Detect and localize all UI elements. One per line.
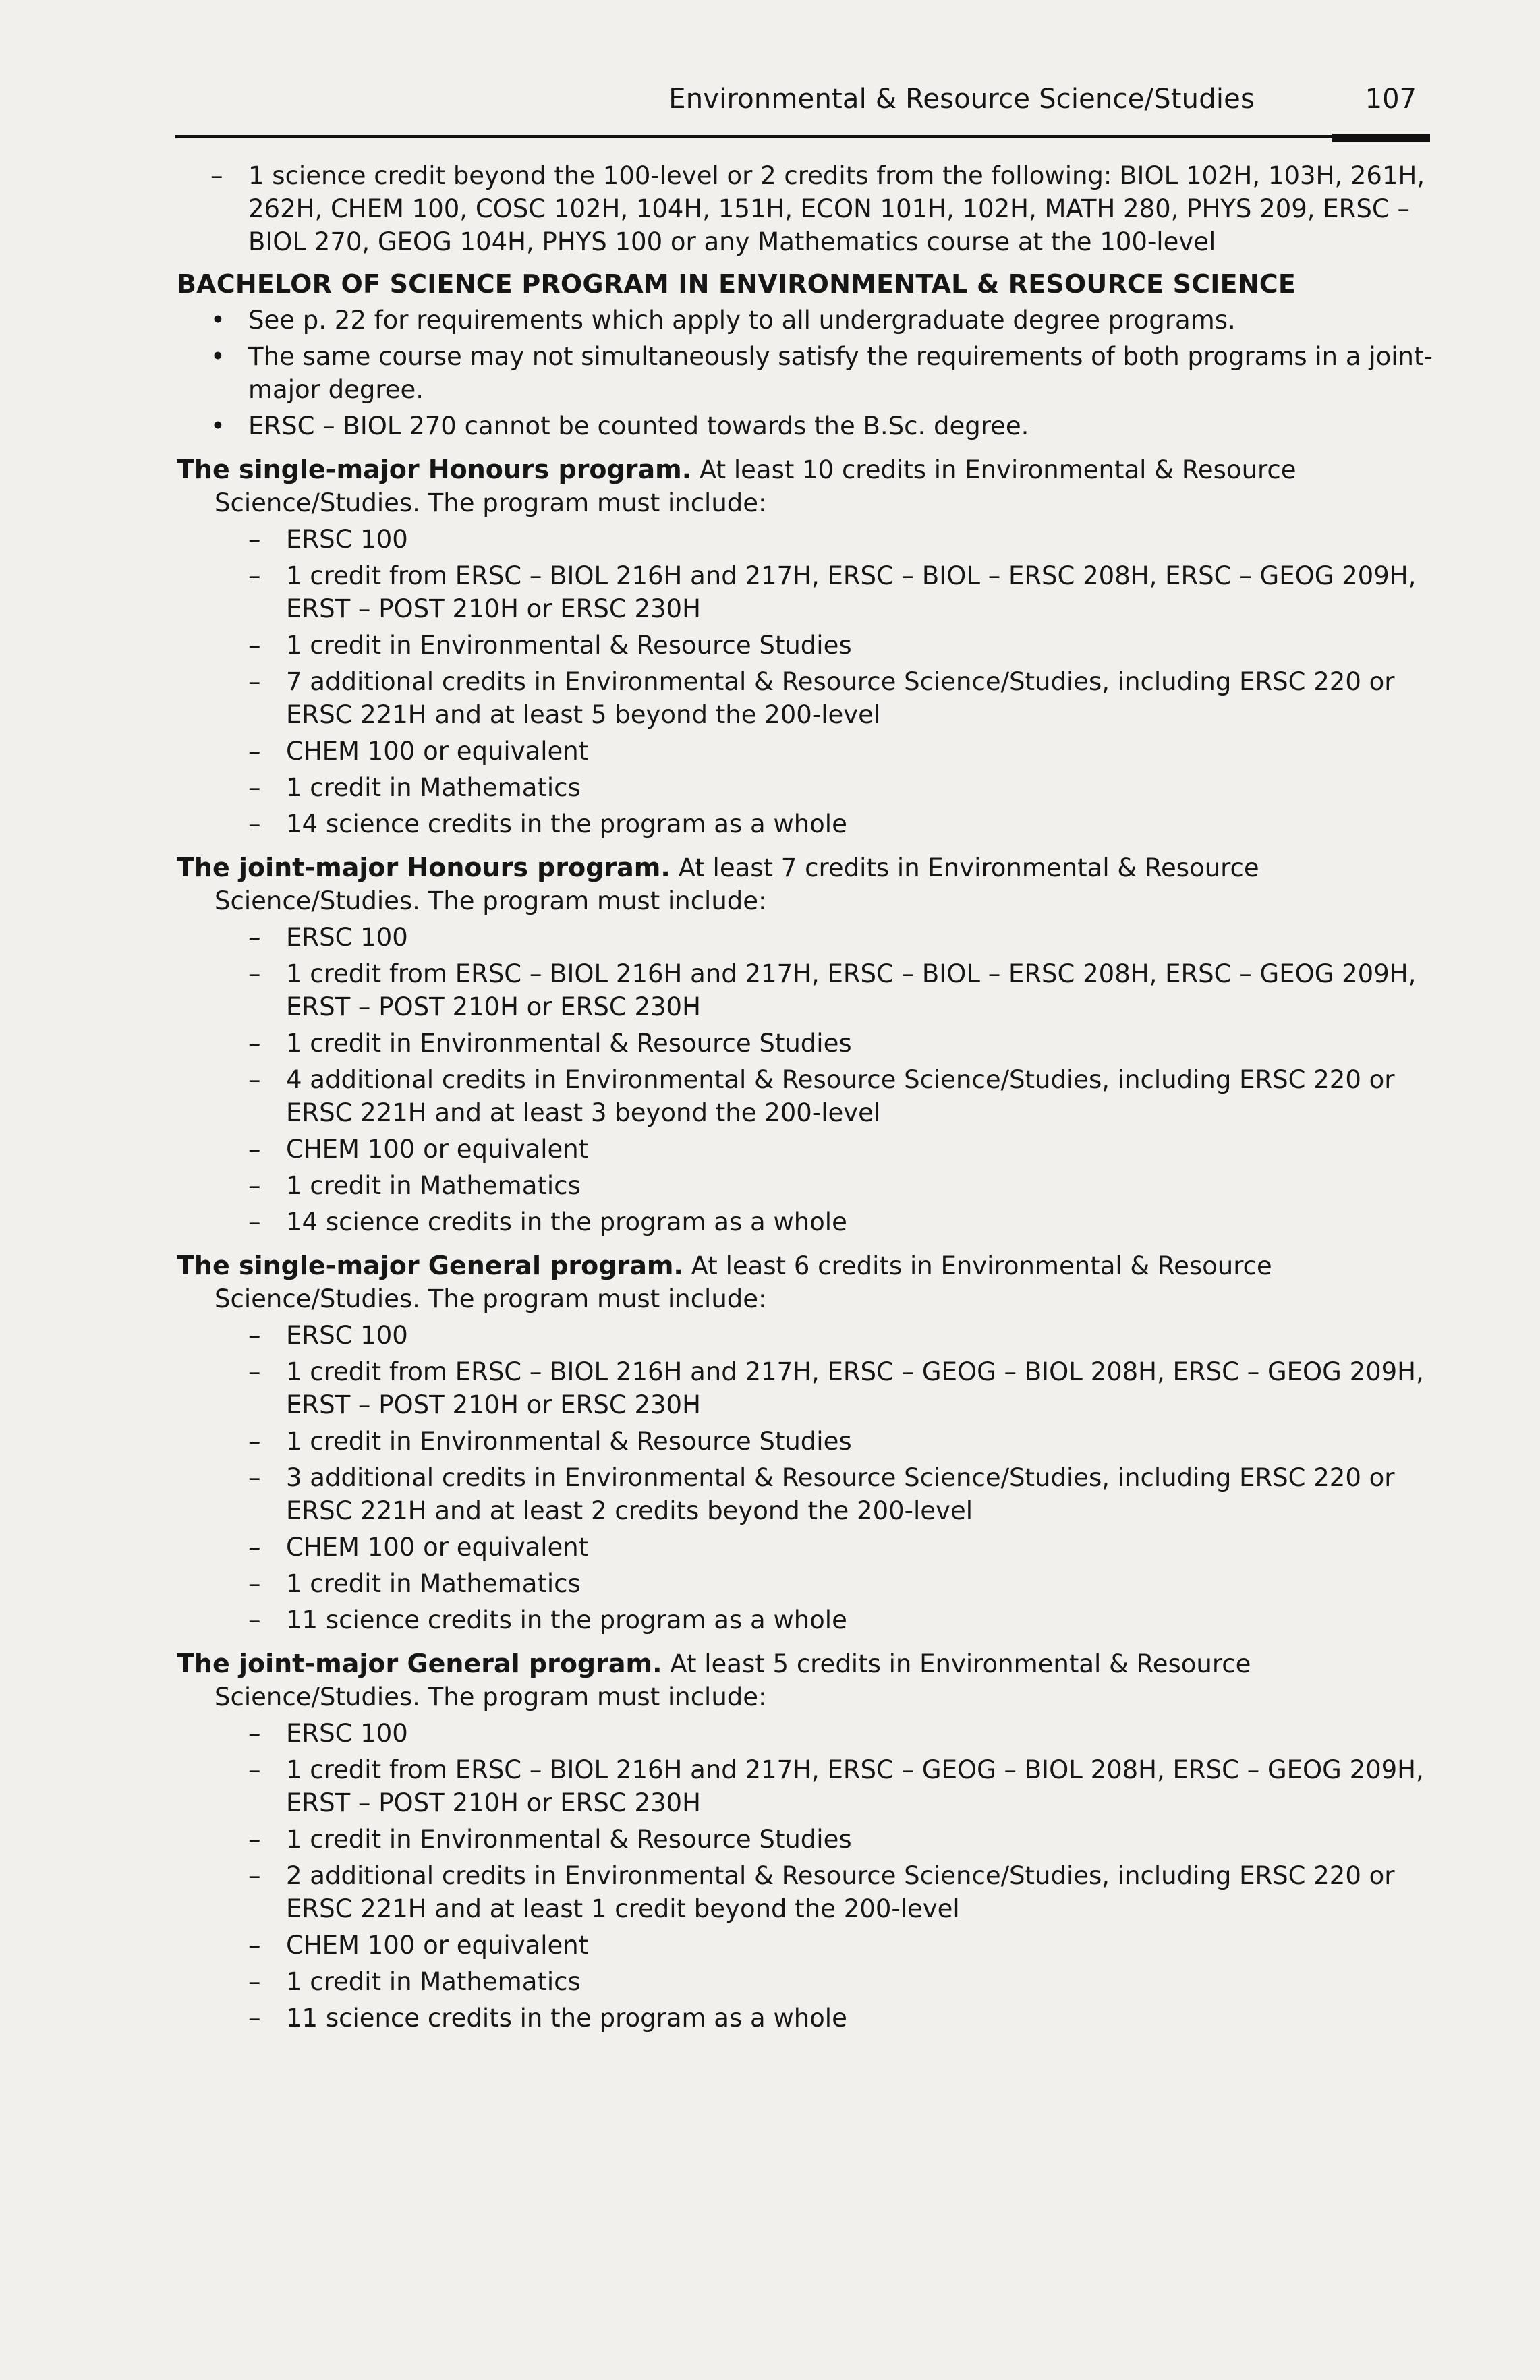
program-intro [177, 453, 1438, 519]
list-item-text: 1 credit in Mathematics [286, 1967, 581, 1996]
program-name: The joint-major General program. [177, 1649, 662, 1678]
bullet-text: The same course may not simultaneously satisfy the requirements of both programs in a joint-major degree. [248, 342, 1433, 404]
dash-marker: – [248, 1357, 261, 1386]
program-intro [177, 1249, 1438, 1315]
list-item-text: 1 science credit beyond the 100-level or 2 credits from the following: BIOL 102H, 103H, 261H, 262H, CHEM 100, COSC 102H, 104H, 151H, ECON 101H, 102H, MATH 280, PHYS 209, ERSC – BIOL 270, GEOG 104H, PHYS 100 or any Mathematics course at the 100-level [248, 161, 1425, 256]
page-header [169, 81, 1437, 139]
dash-marker: – [248, 1463, 261, 1492]
dash-marker: – [248, 1755, 261, 1784]
list-item-text: CHEM 100 or equivalent [286, 1135, 589, 1164]
dash-marker: – [248, 1321, 261, 1350]
program-description: At least 10 credits in Environmental & Resource Science/Studies. The program must include: [215, 455, 1296, 517]
list-item-text: ERSC 100 [286, 923, 408, 952]
list-item-text: 11 science credits in the program as a whole [286, 2004, 847, 2033]
list-item-text: 1 credit in Mathematics [286, 773, 581, 802]
dash-marker: – [248, 923, 261, 952]
bullet-marker: • [210, 342, 225, 371]
bullet-text: See p. 22 for requirements which apply to all undergraduate degree programs. [248, 306, 1236, 335]
list-item [177, 159, 1438, 258]
dash-marker: – [248, 1171, 261, 1200]
list-item [215, 1567, 1438, 1600]
dash-marker: – [248, 1967, 261, 1996]
list-item [215, 1753, 1438, 1819]
dash-marker: – [248, 773, 261, 802]
program-intro [177, 851, 1438, 917]
dash-marker: – [248, 1427, 261, 1456]
program-requirements [215, 523, 1438, 841]
list-item-text: 1 credit from ERSC – BIOL 216H and 217H, ERSC – GEOG – BIOL 208H, ERSC – GEOG 209H, ERST – POST 210H or ERSC 230H [286, 1755, 1424, 1817]
program-description: At least 7 credits in Environmental & Resource Science/Studies. The program must include: [215, 853, 1259, 915]
list-item [215, 1604, 1438, 1637]
dash-marker: – [248, 737, 261, 766]
list-item [215, 1929, 1438, 1962]
header-rule [175, 135, 1430, 138]
list-item [215, 1531, 1438, 1564]
list-item [215, 559, 1438, 625]
program-name: The single-major Honours program. [177, 455, 692, 484]
list-item-text: 1 credit from ERSC – BIOL 216H and 217H, ERSC – GEOG – BIOL 208H, ERSC – GEOG 209H, ERST – POST 210H or ERSC 230H [286, 1357, 1424, 1419]
list-item [215, 1027, 1438, 1060]
list-item-text: 1 credit in Environmental & Resource Studies [286, 1029, 852, 1058]
list-item-text: ERSC 100 [286, 1321, 408, 1350]
dash-marker: – [248, 1719, 261, 1748]
list-item [215, 523, 1438, 556]
section-heading: BACHELOR OF SCIENCE PROGRAM IN ENVIRONMENTAL & RESOURCE SCIENCE [177, 269, 1296, 299]
list-item [215, 1859, 1438, 1925]
list-item-text: 1 credit in Environmental & Resource Studies [286, 1427, 852, 1456]
list-item-text: CHEM 100 or equivalent [286, 1931, 589, 1960]
dash-marker: – [248, 1569, 261, 1598]
list-item [215, 957, 1438, 1023]
list-item [215, 1425, 1438, 1458]
list-item-text: 14 science credits in the program as a whole [286, 1208, 847, 1237]
bullet-marker: • [210, 306, 225, 335]
program-name: The joint-major Honours program. [177, 853, 671, 882]
list-item-text: 1 credit from ERSC – BIOL 216H and 217H, ERSC – BIOL – ERSC 208H, ERSC – GEOG 209H, ERST – POST 210H or ERSC 230H [286, 959, 1417, 1021]
program-requirements [215, 1717, 1438, 2035]
list-item [215, 771, 1438, 804]
dash-marker: – [248, 810, 261, 839]
list-item-text: 1 credit in Mathematics [286, 1569, 581, 1598]
list-item [215, 1717, 1438, 1750]
list-item-text: ERSC 100 [286, 525, 408, 554]
bullet-item [177, 409, 1438, 443]
list-item [215, 1169, 1438, 1202]
list-item-text: 7 additional credits in Environmental & Resource Science/Studies, including ERSC 220 or ERSC 221H and at least 5 beyond the 200-level [286, 667, 1395, 729]
list-item [215, 2002, 1438, 2035]
list-item-text: 1 credit in Environmental & Resource Studies [286, 1825, 852, 1854]
page-number: 107 [1365, 84, 1417, 115]
program-joint-major-honours [177, 851, 1438, 1239]
dash-marker: – [248, 1931, 261, 1960]
bullet-marker: • [210, 412, 225, 441]
dash-marker: – [248, 1606, 261, 1635]
dash-marker: – [210, 161, 223, 190]
list-item [215, 1319, 1438, 1352]
dash-marker: – [248, 561, 261, 590]
dash-marker: – [248, 1029, 261, 1058]
list-item-text: CHEM 100 or equivalent [286, 737, 589, 766]
dash-marker: – [248, 525, 261, 554]
list-item-text: 3 additional credits in Environmental & Resource Science/Studies, including ERSC 220 or ERSC 221H and at least 2 credits beyond the 200-level [286, 1463, 1395, 1525]
list-item-text: 1 credit from ERSC – BIOL 216H and 217H, ERSC – BIOL – ERSC 208H, ERSC – GEOG 209H, ERST – POST 210H or ERSC 230H [286, 561, 1417, 623]
list-item-text: 1 credit in Mathematics [286, 1171, 581, 1200]
bullet-text: ERSC – BIOL 270 cannot be counted towards the B.Sc. degree. [248, 412, 1029, 441]
list-item [215, 629, 1438, 662]
list-item-text: ERSC 100 [286, 1719, 408, 1748]
program-requirements [215, 921, 1438, 1239]
dash-marker: – [248, 667, 261, 696]
list-item-text: 14 science credits in the program as a whole [286, 810, 847, 839]
program-description: At least 5 credits in Environmental & Resource Science/Studies. The program must include: [215, 1649, 1251, 1711]
program-joint-major-general [177, 1647, 1438, 2035]
list-item [215, 1063, 1438, 1129]
requirements-bullets [177, 304, 1438, 443]
program-single-major-general [177, 1249, 1438, 1637]
program-requirements [215, 1319, 1438, 1637]
program-single-major-honours [177, 453, 1438, 841]
list-item-text: 2 additional credits in Environmental & Resource Science/Studies, including ERSC 220 or ERSC 221H and at least 1 credit beyond the 200-level [286, 1861, 1395, 1923]
intro-list [177, 159, 1438, 258]
dash-marker: – [248, 2004, 261, 2033]
dash-marker: – [248, 1825, 261, 1854]
list-item [215, 1133, 1438, 1166]
dash-marker: – [248, 1861, 261, 1890]
list-item [215, 665, 1438, 731]
dash-marker: – [248, 959, 261, 988]
bullet-item [177, 304, 1438, 337]
dash-marker: – [248, 1065, 261, 1094]
program-intro [177, 1647, 1438, 1713]
dash-marker: – [248, 1533, 261, 1562]
dash-marker: – [248, 1135, 261, 1164]
list-item-text: 1 credit in Environmental & Resource Studies [286, 631, 852, 660]
list-item-text: 4 additional credits in Environmental & Resource Science/Studies, including ERSC 220 or ERSC 221H and at least 3 beyond the 200-level [286, 1065, 1395, 1127]
list-item [215, 921, 1438, 954]
list-item [215, 1965, 1438, 1998]
program-name: The single-major General program. [177, 1251, 683, 1280]
dash-marker: – [248, 1208, 261, 1237]
list-item [215, 1206, 1438, 1239]
running-header-title: Environmental & Resource Science/Studies [668, 84, 1255, 115]
list-item [215, 1355, 1438, 1421]
list-item-text: CHEM 100 or equivalent [286, 1533, 589, 1562]
dash-marker: – [248, 631, 261, 660]
page-content [177, 159, 1438, 2038]
list-item [215, 1823, 1438, 1856]
bullet-item [177, 340, 1438, 406]
list-item [215, 735, 1438, 768]
list-item [215, 808, 1438, 841]
list-item-text: 11 science credits in the program as a whole [286, 1606, 847, 1635]
list-item [215, 1461, 1438, 1527]
header-rule-accent [1332, 134, 1430, 142]
program-description: At least 6 credits in Environmental & Resource Science/Studies. The program must include: [215, 1251, 1272, 1313]
